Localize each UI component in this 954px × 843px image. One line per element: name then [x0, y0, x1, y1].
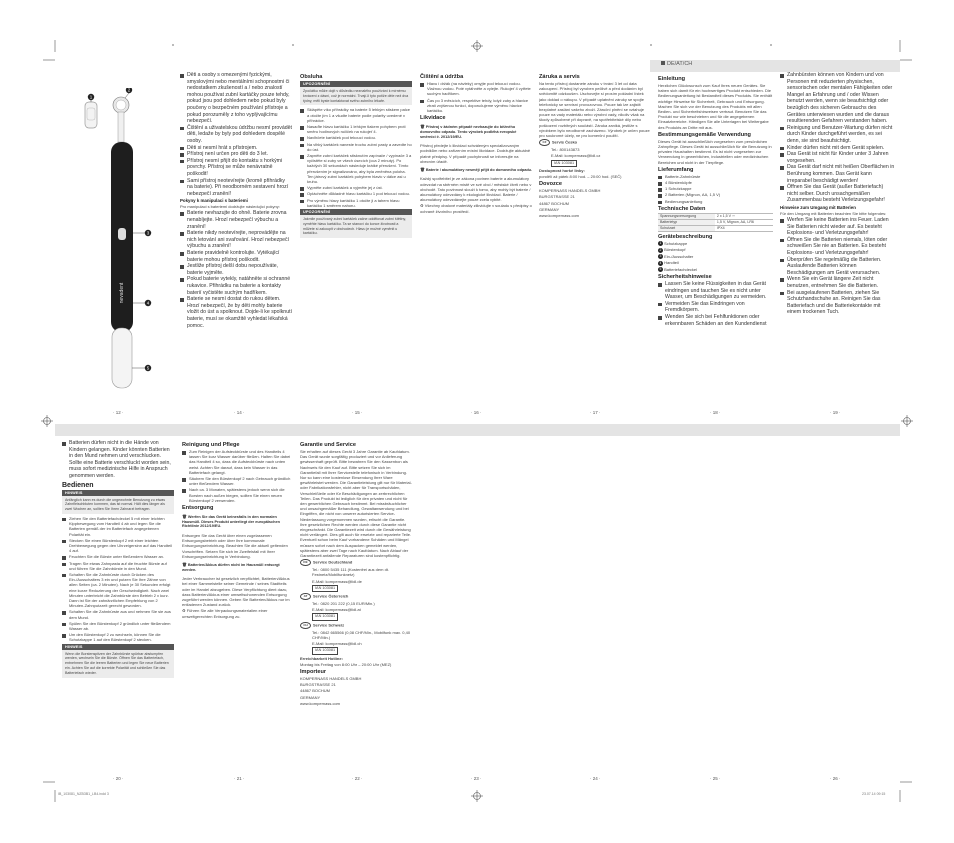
- cz-ian: IAN 103081: [539, 160, 651, 167]
- importer-line: 44867 BOCHUM: [300, 688, 331, 694]
- cz-warranty-column: [539, 72, 651, 397]
- desc-item: 5 Batteriefachdeckel: [659, 266, 698, 272]
- importer-line: KOMPERNASS HANDELS GMBH: [300, 675, 362, 681]
- page-number: · 19 ·: [830, 410, 841, 415]
- scope-item: Batterie-Zahnbürste: [658, 174, 773, 179]
- de-disposal-text: Entsorgen Sie das Gerät über einen zugelassenen Entsorgungsbetrieb oder über Ihre kommunale Entsorgungseinrichtung. Beachten Sie die aktuell geltenden Vorschriften. Setzen Sie sich im Zweifelsfall mit Ihrer Entsorgungseinrichtung in Verbindung.: [182, 533, 288, 559]
- service-ian: IAN 103081: [300, 613, 412, 620]
- safety-item: Kinder dürfen nicht mit dem Gerät spielen.: [780, 145, 895, 152]
- cz-warranty-heading: Záruka a servis: [539, 74, 580, 80]
- de-step: Ziehen Sie den Batteriefachdeckel 5 mit einer leichten Kippbewegung vom Handteil 4 ab und legen Sie die Batterien gemäß der im Batteriefach angegebenen Polarität ein.: [62, 516, 174, 537]
- service-line: Tel.: 0800 5435 111 (Kostenfrei aus dem dt. Festnetz/Mobilfunknetz): [312, 567, 390, 578]
- phone-icon: CZ: [539, 139, 550, 146]
- cz-cleaning-item: Čas po 3 měsících, respektive tehdy, když zuby a hlavice ztratí zvýšenou funkcí, doporučujeme výměnu hlavice kartáčku.: [420, 98, 532, 114]
- service-ch: CH Service Schweiz: [300, 622, 412, 629]
- importer-line: BURGSTRASSE 21: [300, 682, 336, 688]
- de-step: Tragen Sie etwas Zahnpasta auf die feuchte Bürste auf und führen Sie die Zahnbürste in den Mund.: [62, 561, 174, 571]
- scope-item: 2 Batterien (Mignon, AA, 1,5 V): [658, 192, 773, 197]
- scope-item: Bedienungsanleitung: [658, 199, 773, 204]
- phone-icon: AT: [300, 593, 311, 600]
- safety-item: Das Gerät ist nicht für Kinder unter 3 Jahren vorgesehen.: [780, 151, 895, 164]
- cz-step: Vypněte zubní kartáček a vyjměte jej z úst.: [300, 185, 412, 190]
- note-title: HINWEIS: [62, 644, 174, 650]
- safety-item: Reinigung und Benutzer-Wartung dürfen nicht durch Kinder durchgeführt werden, es sei denn, sie sind beaufsichtigt.: [780, 125, 895, 145]
- handle: [111, 142, 133, 388]
- cz-disposal-heading: Likvidace: [420, 115, 446, 122]
- cz-operation-heading: Obsluha: [300, 74, 323, 80]
- supplier-line: www.kompernass.com: [539, 213, 580, 219]
- desc-item: 4 Handteil: [659, 260, 679, 266]
- de-intro-heading: Einleitung: [658, 76, 686, 82]
- recycle-icon: ♻: [420, 203, 425, 209]
- print-slug-right: 23.07.14 09:15: [862, 792, 886, 796]
- cz-step: Na vlhký kartáček naneste trochu zubní pasty a zavedte ho do úst.: [300, 142, 412, 152]
- note-body: Zpočátku může dojít v důsledku neznalého používání k mírnému krvácení z dásní, což je normální. Trvají-li tyto potíže déle než dva týdny, měli byste kontaktovat svého zubního lékaře.: [300, 87, 412, 105]
- cleaning-item: Säubern Sie den Bürstenkopf 2 nach Gebrauch gründlich unter fließendem Wasser.: [182, 476, 294, 486]
- battery-item: Bei ausgelaufenen Batterien, ziehen Sie Schutzhandschuhe an. Reinigen Sie das Batteriefach und die Batteriekontakte mit einem trockenen Tuch.: [780, 290, 895, 316]
- safety-item: Lassen Sie keine Flüssigkeiten in das Gerät eindringen und tauchen Sie es nicht unter Wasser, um Beschädigungen zu vermeiden.: [658, 281, 773, 301]
- cz-battery-item: Baterie nevhazujte do ohně. Baterie zrovna nenabíjejte. Hrozí nebezpečí výbuchu a zranění!: [180, 210, 292, 230]
- cleaning-item: Nach ca. 3 Monaten, spätestens jedoch wenn sich die Borsten nach außen biegen, sollten Sie einen neuen Bürstenkopf 2 verwenden.: [182, 487, 294, 503]
- cz-step: Sklápěte víko přihrádky na baterie 5 lehkým stiskem palce a otočte jím 1 a všudte baterie podle polarity uvedené v přihrádce.: [300, 107, 412, 123]
- cz-battery-warning: 🗑 Baterie / akumulátory nesmějí přijít do domovního odpadu.: [420, 167, 532, 172]
- note-body: Anfänglich kann es durch die ungewohnte Benutzung zu etwas Zahnfleischbluten kommen, das ist normal. Hält dies länger als zwei Wochen an, sollten Sie Ihren Zahnarzt befragen.: [62, 496, 174, 514]
- cz-battery-item: Jestliže přístroj delší dobu nepoužíváte, baterie vyjměte.: [180, 263, 292, 276]
- cz-step: Nasaďte hlavu kartáčku 1 lehkým tlakem pohybem proti směru hodinových ručiček na rukojeť 4.: [300, 124, 412, 134]
- brush-head: [113, 97, 129, 142]
- de-step: Stecken Sie einen Bürstenkopf 2 mit einer leichten Drehbewegung gegen den Uhrzeigersinn auf das Handteil 4 auf.: [62, 538, 174, 554]
- table-row: Batterietyp 1,5 V, Mignon, AA, LR6: [658, 219, 773, 225]
- de-warranty-column: [300, 440, 412, 780]
- service-line: Tel.: 0820 201 222 (0,15 EUR/Min.): [312, 601, 375, 607]
- cz-step: Opláchněte důkladně hlavu kartáčku 1 pod tekoucí vodou.: [300, 191, 412, 196]
- desc-item: 3 Ein-/Ausschalter: [659, 253, 694, 259]
- service-at: AT Service Österreich: [300, 593, 412, 600]
- scope-item: 4 Bürstenköpfe: [658, 180, 773, 185]
- cz-battery-text: Každý spotřebitel je ze zákona povinen baterie a akumulátory odevzdat na sběrném místě ve své obci / městské čtvrti nebo v obchodě. Tato povinnost slouží k tomu, aby mohly být baterie / akumulátory odevzdány k ekologické likvidaci. Baterie / akumulátory odevzdávejte pouze zcela vybité.: [420, 176, 532, 203]
- bin-icon: 🗑: [420, 125, 426, 130]
- importer-heading: Importeur: [300, 668, 327, 675]
- page-number: · 16 ·: [471, 410, 482, 415]
- cz-safety-item: Přístroj nesmí přijít do kontaktu s horkými povrchy. Přístroj se může nenávratně poškodit!: [180, 158, 292, 178]
- callout-5: [145, 365, 151, 371]
- battery-item: Öffnen Sie die Batterien niemals, löten oder schweißen Sie nie an Batterien. Es besteht Explosions- und Verletzungsgefahr!: [780, 237, 895, 257]
- svg-text:4: 4: [146, 300, 150, 306]
- service-line: Tel.: 0842 665566 (0,08 CHF/Min., Mobilfunk max. 0,40 CHF/Min.): [312, 629, 411, 640]
- battery-item: Wenn Sie ein Gerät längere Zeit nicht benutzen, entnehmen Sie die Batterien.: [780, 276, 895, 289]
- de-battery-heading: Hinweise zum Umgang mit Batterien: [780, 204, 856, 210]
- desc-item: 2 Bürstenkopf: [659, 247, 686, 253]
- tech-data-table: [658, 213, 773, 232]
- importer-line: GERMANY: [300, 694, 321, 700]
- supplier-line: KOMPERNASS HANDELS GMBH: [539, 188, 601, 194]
- de-scope-heading: Lieferumfang: [658, 166, 694, 173]
- power-switch: [118, 228, 126, 240]
- de-step: Feuchten Sie die Bürste unter fließendem Wasser an.: [62, 554, 174, 559]
- note-body: Jakmile používaný zubní kartáček začne oddělovat zubní štětiny, vyměňte hlavu kartáčku. Ta se stanoví do konce životnosti a můžete si zakoupit v obchodech. Hlavu je možné vyměnit u kartáčku.: [300, 215, 412, 238]
- brand-logo: nevadent: [119, 282, 125, 304]
- cz-battery-intro: Pro manipulaci s bateriemi dodržujte následující pokyny:: [180, 204, 280, 210]
- de-cleaning-column: [182, 440, 294, 770]
- safety-item: Vermeiden Sie das Eindringen von Fremdkörpern.: [658, 301, 773, 314]
- print-slug-left: IB_103081_NZB3B1_LB4.indd 3: [58, 792, 109, 796]
- de-desc-heading: Gerätebeschreibung: [658, 233, 713, 240]
- page-number: · 20 ·: [113, 776, 124, 781]
- page-number: · 22 ·: [352, 776, 363, 781]
- cz-hotline: pondělí až pátek 8:00 hod. – 20:00 hod. (SEČ): [539, 174, 622, 180]
- callout-2: [126, 88, 132, 93]
- cz-step: Pro výměnu hlavy kartáčku 1 otočte ji a tahem hlavu kartáčku 1 směrem nahoru.: [300, 198, 412, 208]
- supplier-line: BURGSTRASSE 21: [539, 194, 575, 200]
- desc-item: 1 Schutzkappe: [659, 240, 688, 246]
- service-line: E-Mail: kompernass@lidl.ch: [312, 641, 362, 647]
- bin-icon: 🗑: [420, 167, 426, 172]
- de-safety-heading: Sicherheitshinweise: [658, 274, 712, 281]
- de-battery-intro: Für den Umgang mit Batterien beachten Sie bitte folgendes:: [780, 210, 887, 216]
- table-row: Schutzart IPX4: [658, 225, 773, 231]
- recycle-icon: ♻: [182, 608, 187, 614]
- supplier-line: 44867 BOCHUM: [539, 200, 570, 206]
- de-step: Schalten Sie die Zahnbürste durch Drücken des Ein-/Ausschalters 3 ein und putzen Sie Ihre Zähne von allen Seiten (ca. 2 Minuten). Nach je 30 Sekunden erfolgt eine kurze Reduzierung der Geschwindigkeit. Nach zwei Minuten unterbricht die Zahnbürste den Betrieb 2 x kurz. Dann ist Sie der zahnärztlichen Empfehlung von 2 Minuten-Zahnputzzeit gerecht geworden.: [62, 572, 174, 608]
- cz-step: Zapněte zubní kartáček stisknutím zapínače / vypínače 3 a vyčistěte si zuby ve všech úsecích (cca 2 minuty). Po každých 30 sekundách následuje krátké přerušení. Tímto přerušením je signalizováno, aby byla změněna poloha. Ten játrový zubní kartáček pohybem hlavic v dálce asi u kruhu.: [300, 153, 412, 184]
- protective-cap: [85, 102, 97, 128]
- cz-battery-item: Baterie pravidelně kontrolujte. Vytékající baterie mohou přístroj poškodit.: [180, 250, 292, 263]
- hotline-label: Erreichbarkeit Hotline:: [300, 655, 343, 661]
- de-use-heading: Bestimmungsgemäße Verwendung: [658, 131, 751, 138]
- de-intro-text: Herzlichen Glückwunsch zum Kauf Ihres neuen Gerätes. Sie haben sich damit für ein hochwertiges Produkt entschieden. Die Bedienungsanleitung ist Bestandteil dieses Produkts. Sie enthält wichtige Hinweise für Sicherheit, Gebrauch und Entsorgung. Machen Sie sich vor der Benutzung des Produkts mit allen Bedien- und Sicherheitshinweisen vertraut. Benutzen Sie das Produkt nur wie beschrieben und für die angegebenen Einsatzbereiche. Händigen Sie alle Unterlagen bei Weitergabe des Produkts an Dritte mit aus.: [658, 83, 773, 130]
- de-intro-column: [658, 74, 773, 397]
- toothbrush-illustration: [80, 88, 160, 403]
- cz-safety-item: Děti a osoby s omezenými fyzickými, smyslovými nebo mentálními schopnostmi či nedostatkem zkušeností a / nebo znalostí mohou používat zubní kartáčky pouze tehdy, pokud jsou pod dohledem nebo pokud byly poučeny o bezpečném používání přístroje a pokud porozuměly z toho vyplývajícímu nebezpečí.: [180, 72, 292, 125]
- safety-item: Zahnbürsten können von Kindern und von Personen mit reduzierten physischen, sensorischen oder mentalen Fähigkeiten oder Mangel an Erfahrung und / oder Wissen benutzt werden, wenn sie beaufsichtigt oder bezüglich des sicheren Gebrauchs des Gerätes unterwiesen wurden und die daraus resultierenden Gefahren verstanden haben.: [780, 72, 895, 125]
- service-ian: IAN 103081: [300, 585, 412, 592]
- de-warranty-heading: Garantie und Service: [300, 442, 356, 448]
- de-step: Schalten Sie die Zahnbürste aus und nehmen Sie sie aus dem Mund.: [62, 609, 174, 619]
- cz-disposal-text: Přístroj předejte k likvidaci schváleným specializovaným podnikům nebo zařízením místní likvidace. Dodržujte aktuálně platné předpisy. V případě pochybnosti se informujte na obecním úřadě.: [420, 143, 531, 164]
- de-recycle-text: ♻ Führen Sie alle Verpackungsmaterialien einer umweltgerechten Entsorgung zu.: [182, 608, 268, 619]
- service-line: E-Mail: kompernass@lidl.de: [312, 578, 362, 584]
- table-row: Spannungsversorgung 2 x 1,5 V ⎓: [658, 213, 773, 219]
- hotline-hours: Montag bis Freitag von 8:00 Uhr – 20:00 Uhr (MEZ): [300, 661, 392, 667]
- de-battery-text: Jeder Verbraucher ist gesetzlich verpflichtet, Batterien/Akkus bei einer Sammelstelle seiner Gemeinde / seines Stadtteils oder im Handel abzugeben. Diese Verpflichtung dient dazu, dass Batterien/Akkus einer umweltschonenden Entsorgung zugeführt werden können. Geben Sie Batterien/Akkus nur im entladenen Zustand zurück.: [182, 576, 290, 608]
- cz-safety-item: Přístroj není určen pro děti do 3 let.: [180, 151, 292, 158]
- page-number: · 23 ·: [471, 776, 482, 781]
- service-ian: IAN 103081: [300, 647, 412, 654]
- callout-1: [88, 94, 94, 100]
- page-number: · 26 ·: [830, 776, 841, 781]
- note-body: Wenn die Borstenspitzen der Zahnbürste spürbar abstumpfen werden, wechseln Sie die Bürste. Öffnen Sie das Batteriefach, entnehmen Sie die leeren Batterien und legen Sie neue Batterien ein. Achten Sie auf die korrekte Polarität und schließen Sie das Batteriefach wieder.: [62, 650, 174, 678]
- callout-3: [145, 230, 151, 236]
- page-header-bar: [55, 424, 900, 436]
- phone-icon: CH: [300, 622, 311, 629]
- cz-cleaning-item: Hlavu i držák (na návleky) omyjte pod tekoucí vodou. Vlažnou vodou. Poté vytáhněte a vylejte. Rukojeť 4 vytřete suchým hadříkem.: [420, 81, 532, 97]
- safety-item: Wenden Sie sich bei Fehlfunktionen oder erkennbaren Schäden an den Kundendienst: [658, 314, 773, 327]
- cz-cleaning-column: [420, 72, 532, 397]
- cz-hotline-label: Dostupnost horké linky:: [539, 167, 585, 173]
- de-disposal-heading: Entsorgung: [182, 505, 214, 512]
- battery-item: Werfen Sie keine Batterien ins Feuer. Laden Sie Batterien nicht wieder auf. Es besteht Explosions- und Verletzungsgefahr!: [780, 217, 895, 237]
- de-operation-heading: Bedienen: [62, 481, 94, 489]
- battery-warning: Batterien dürfen nicht in die Hände von Kindern gelangen. Kinder könnten Batterien in den Mund nehmen und verschlucken. Sollte eine Batterie verschluckt worden sein, muss sofort medizinische Hilfe in Anspruch genommen werden.: [62, 440, 174, 480]
- note-title: UPOZORNĚNÍ: [300, 209, 412, 215]
- de-step: Um den Bürstenkopf 2 zu wechseln, können Sie die Schutzkappe 1 auf den Bürstenkopf 2 stecken.: [62, 632, 174, 642]
- page-number: · 18 ·: [710, 410, 721, 415]
- service-de: DE Service Deutschland: [300, 559, 412, 566]
- cz-recycle-text: ♻ Všechny obalové materiály zlikvidujte v souladu s předpisy o ochraně životního prostředí.: [420, 203, 532, 214]
- page-number: · 14 ·: [234, 410, 245, 415]
- language-tag: DE/AT/CH: [661, 61, 692, 67]
- cz-warranty-text: Na tento přístroj dostanete záruku v trvání 3 let od data zakoupení. Přístroj byl vyroben pečlivě a před dodáním byl svědomitě odzkoušen. Uschovejte si prosím pokladní lístek jako doklad o nákupu. V případě uplatnění záruky se spojte telefonicky se servisní provozovnou. Pouze tak lze zajistit bezplatné zaslání vašeho zboží. Záruční plnění se vztahuje pouze na vady materiálu nebo výrobní vady, nikoliv však na škody způsobené při dopravě, na spotřebitelské díly nebo poškození rozbitných součástí. Záruka zaniká, jestliže s výrobkem bylo neodborně zacházeno. Výrobek je určen pouze pro soukromé účely, ne pro komerční použití.: [539, 81, 650, 139]
- de-disposal-warning: 🗑 Werfen Sie das Gerät keinesfalls in den normalen Hausmüll. Dieses Produkt unterliegt der europäischen Richtlinie 2012/19/EU.: [182, 514, 280, 529]
- de-tech-heading: Technische Daten: [658, 205, 706, 212]
- importer-line: www.kompernass.com: [300, 700, 341, 706]
- page-number: · 17 ·: [590, 410, 601, 415]
- cz-battery-item: Baterie se nesmí dostat do rukou dětem. Hrozí nebezpečí, že by děti mohly baterie vložit do úst a spolknout. Dojde-li ke spolknutí baterie, musí se okamžitě vyhledat lékařská pomoc.: [180, 296, 292, 329]
- de-step: Spülen Sie den Bürstenkopf 2 gründlich unter fließendem Wasser ab.: [62, 621, 174, 631]
- scope-item: 1 Schutzkappe: [658, 186, 773, 191]
- phone-icon: DE: [300, 559, 311, 566]
- page-number: · 12 ·: [113, 410, 124, 415]
- cz-operation-column: [300, 72, 412, 397]
- page-number: · 24 ·: [590, 776, 601, 781]
- callout-4: [145, 300, 151, 306]
- de-use-text: Dieses Gerät ist ausschließlich vorgesehen zum persönlichen Zahnpflege. Dieses Gerät ist ausschließlich für die Benutzung in privaten Haushalten bestimmt. Es ist nicht vorgesehen zur Verwendung in gewerblichen, industriellen oder medizinischen Bereichen und nicht in der Tierpflege.: [658, 138, 772, 165]
- de-cleaning-heading: Reinigung und Pflege: [182, 442, 240, 448]
- svg-text:2: 2: [127, 88, 131, 93]
- de-safety-column: [780, 72, 895, 397]
- de-battery-warning: 🗑 Batterien/Akkus dürfen nicht im Hausmüll entsorgt werden.: [182, 562, 280, 572]
- supplier-line: GERMANY: [539, 206, 560, 212]
- cz-battery-heading: Pokyny k manipulaci s bateriemi: [180, 198, 248, 204]
- svg-text:3: 3: [146, 230, 150, 236]
- cz-supplier-heading: Dovozce: [539, 181, 563, 188]
- de-warranty-text: Sie erhalten auf dieses Gerät 3 Jahre Garantie ab Kaufdatum. Das Gerät wurde sorgfältig produziert und vor Anlieferung gewissenhaft geprüft. Bitte bewahren Sie den Kassenbon als Nachweis für den Kauf auf. Bitte setzen Sie sich im Garantiefall mit Ihrer Servicestelle telefonisch in Verbindung. Nur so kann eine kostenlose Einsendung Ihrer Ware gewährleistet werden. Die Garantieleistung gilt nur für Material- oder Fabrikationsfehler, nicht aber für Transportschäden, Verschleißteile oder für Beschädigungen an zerbrechlichen Teilen. Das Produkt ist lediglich für den privaten und nicht für den gewerblichen Gebrauch bestimmt. Bei missbräuchlicher und unsachgemäßer Behandlung, Gewaltanwendung und bei Eingriffen, die nicht von unserer autorisierten Service-Niederlassung vorgenommen wurden, erlischt die Garantie. Ihre gesetzlichen Rechte werden durch diese Garantie nicht eingeschränkt. Die Garantiezeit wird durch die Gewährleistung nicht verlängert. Dies gilt auch für ersetzte und reparierte Teile. Eventuell schon beim Kauf vorhandene Schäden und Mängel müssen sofort nach dem Auspacken gemeldet werden, spätestens aber zwei Tage nach Kaufdatum. Nach Ablauf der Garantiezeit anfallende Reparaturen sind kostenpflichtig.: [300, 449, 412, 559]
- cz-step: Navlhčete kartáček pod tekoucí vodou.: [300, 135, 412, 140]
- page-number: · 15 ·: [352, 410, 363, 415]
- svg-text:1: 1: [89, 94, 93, 100]
- cz-safety-column: [180, 72, 292, 397]
- svg-text:5: 5: [146, 365, 150, 371]
- cz-safety-item: Sami přístroj neotevírejte (kromě přihrádky na baterie). Při neodborném sestavení hrozí nebezpečí zranění!: [180, 178, 292, 198]
- page-number: · 25 ·: [710, 776, 721, 781]
- cz-cleaning-heading: Čištění a údržba: [420, 74, 464, 80]
- safety-item: Das Gerät darf nicht mit heißen Oberflächen in Berührung kommen. Das Gerät kann irreparabel beschädigt werden!: [780, 164, 895, 184]
- cz-safety-item: Čištění a uživatelskou údržbu nesmí provádět děti, ledaže by byly pod dohledem dospělé osoby.: [180, 125, 292, 145]
- de-operation-column: [62, 440, 174, 770]
- cleaning-item: Zum Reinigen der Aufsteckbürste und des Handteils 4 lassen Sie kurz Wasser darüber fließen. Halten Sie dabei das Handteil 4 so, dass die Aufsteckbürste nach unten weist. Achten Sie darauf, dass kein Wasser in das Batteriefach gelangt.: [182, 449, 294, 475]
- cz-service-tel: Tel.: 800143873: [551, 147, 580, 153]
- cz-disposal-warning: 🗑 Přístroj v žádném případě nevhazujte do běžného domovního odpadu. Tento výrobek podléhá evropské směrnici č. 2012/19/EU.: [420, 125, 517, 139]
- service-line: E-Mail: kompernass@lidl.at: [312, 607, 361, 613]
- cz-service: CZ Servis Česko: [539, 139, 651, 146]
- cz-battery-item: Pokud baterie vytekly, natáhněte si ochranné rukavice. Přihrádku na baterie a kontakty baterií vyčistěte suchým hadříkem.: [180, 276, 292, 296]
- note-title: HINWEIS: [62, 490, 174, 496]
- bin-icon: 🗑: [182, 562, 188, 567]
- safety-item: Öffnen Sie das Gerät (außer Batteriefach) nicht selber. Durch unsachgemäßen Zusammenbau besteht Verletzungsgefahr!: [780, 184, 895, 204]
- bin-icon: 🗑: [182, 514, 188, 519]
- battery-item: Überprüfen Sie regelmäßig die Batterien. Auslaufende Batterien können Beschädigungen am Gerät verursachen.: [780, 257, 895, 277]
- cz-safety-item: Děti si nesmí hrát s přístrojem.: [180, 145, 292, 152]
- cz-service-email: E-Mail: kompernass@lidl.cz: [551, 153, 601, 159]
- page-number: · 21 ·: [234, 776, 245, 781]
- note-title: UPOZORNĚNÍ: [300, 81, 412, 87]
- cz-battery-item: Baterie nikdy neotevírejte, neprovádějte na nich letování ani svařování. Hrozí nebezpečí výbuchu a zranění!: [180, 230, 292, 250]
